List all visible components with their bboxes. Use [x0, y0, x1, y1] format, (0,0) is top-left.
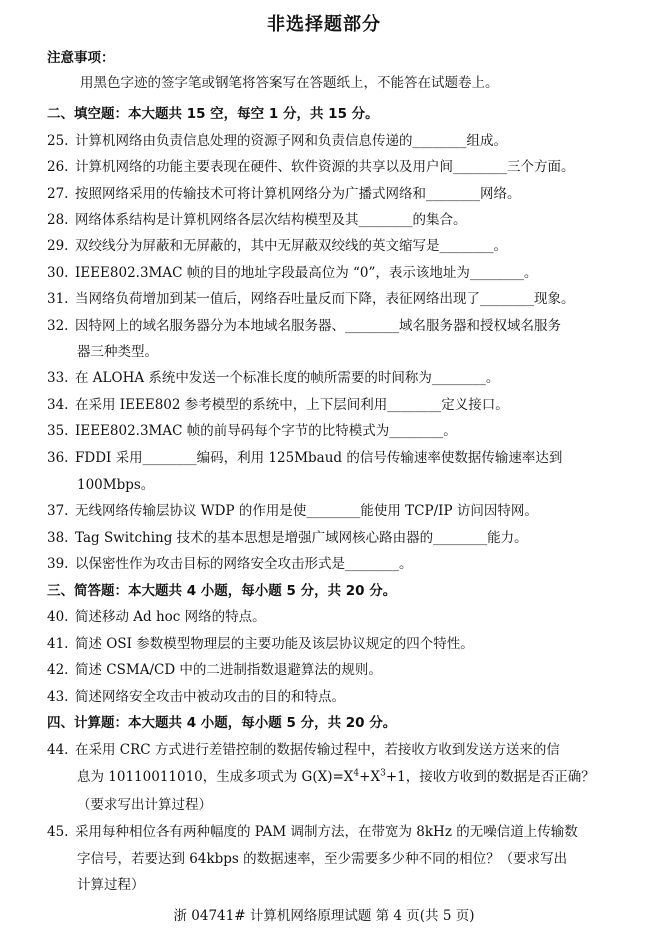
question-42: 42. 简述 CSMA/CD 中的二进制指数退避算法的规则。: [47, 662, 382, 678]
question-32-continued: 器三种类型。: [77, 344, 158, 360]
question-41: 41. 简述 OSI 参数模型物理层的主要功能及该层协议规定的四个特性。: [47, 636, 474, 652]
question-45-line2: 字信号，若要达到 64kbps 的数据速率，至少需要多少种不同的相位？（要求写出: [77, 851, 568, 867]
question-37: 37. 无线网络传输层协议 WDP 的作用是使________能使用 TCP/IP 访问因特网。: [47, 503, 538, 519]
question-43: 43. 简述网络安全攻击中被动攻击的目的和特点。: [47, 689, 345, 705]
question-27: 27. 按照网络采用的传输技术可将计算机网络分为广播式网络和________网络。: [47, 186, 521, 202]
page-title: 非选择题部分: [267, 14, 381, 35]
section-calc-heading: 四、计算题：本大题共 4 小题，每小题 5 分，共 20 分。: [47, 715, 397, 731]
question-31: 31. 当网络负荷增加到某一值后，网络吞吐量反而下降，表征网络出现了________现象。: [47, 291, 575, 307]
question-44-line3: （要求写出计算过程）: [77, 797, 212, 813]
notice-heading: 注意事项：: [47, 50, 115, 66]
question-28: 28. 网络体系结构是计算机网络各层次结构模型及其________的集合。: [47, 212, 467, 228]
notice-body: 用黑色字迹的签字笔或钢笔将答案写在答题纸上，不能答在试题卷上。: [80, 75, 499, 91]
question-36: 36. FDDI 采用________编码，利用 125Mbaud 的信号传输速率使数据传输速率达到: [47, 450, 563, 466]
question-33: 33. 在 ALOHA 系统中发送一个标准长度的帧所需要的时间称为________。: [47, 370, 500, 386]
question-26: 26. 计算机网络的功能主要表现在硬件、软件资源的共享以及用户间________三个方面。: [47, 159, 575, 175]
question-44-line2: 息为 10110011010，生成多项式为 $G(X)=X^4+X^3+1$，接收方收到的数据是否正确？: [77, 768, 595, 785]
page-footer: 浙 04741# 计算机网络原理试题 第 4 页(共 5 页): [173, 908, 475, 924]
question-45-line3: 计算过程）: [77, 877, 145, 893]
question-30: 30. IEEE802.3MAC 帧的目的地址字段最高位为 “0”，表示该地址为________。: [47, 265, 538, 281]
question-40: 40. 简述移动 Ad hoc 网络的特点。: [47, 609, 266, 625]
question-29: 29. 双绞线分为屏蔽和无屏蔽的，其中无屏蔽双绞线的英文缩写是________。: [47, 238, 507, 254]
question-25: 25. 计算机网络由负责信息处理的资源子网和负责信息传递的________组成。: [47, 133, 507, 149]
question-38: 38. Tag Switching 技术的基本思想是增强广域网核心路由器的________能力。: [47, 530, 528, 546]
question-35: 35. IEEE802.3MAC 帧的前导码每个字节的比特模式为________。: [47, 423, 457, 439]
question-32: 32. 因特网上的域名服务器分为本地域名服务器、________域名服务器和授权域名服务: [47, 318, 561, 334]
question-44: 44. 在采用 CRC 方式进行差错控制的数据传输过程中，若接收方收到发送方送来的信: [47, 742, 560, 758]
question-45: 45. 采用每种相位各有两种幅度的 PAM 调制方法，在带宽为 8kHz 的无噪信道上传输数: [47, 824, 578, 840]
question-34: 34. 在采用 IEEE802 参考模型的系统中，上下层间利用________定义接口。: [47, 397, 509, 413]
section-short-heading: 三、简答题：本大题共 4 小题，每小题 5 分，共 20 分。: [47, 583, 397, 599]
question-36-continued: 100Mbps。: [77, 477, 155, 493]
question-39: 39. 以保密性作为攻击目标的网络安全攻击形式是________。: [47, 556, 413, 572]
section-fill-heading: 二、填空题：本大题共 15 空，每空 1 分，共 15 分。: [47, 106, 379, 122]
